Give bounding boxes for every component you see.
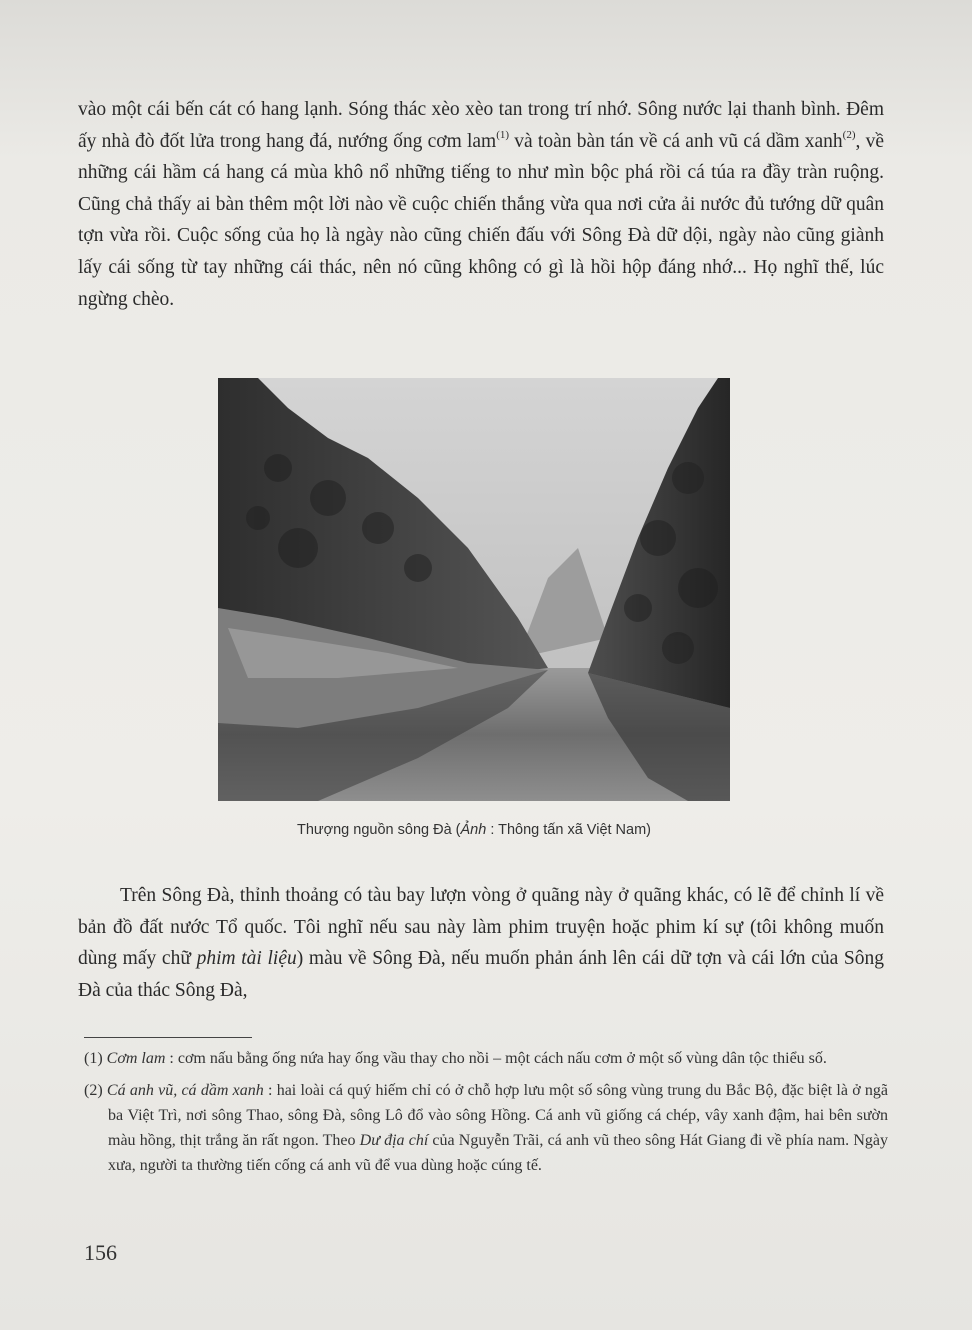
page-number: 156 [84, 1240, 117, 1265]
river-gorge-photo [218, 378, 730, 801]
photo-caption: Thượng nguồn sông Đà (Ảnh : Thông tấn xã Việt Nam) [296, 822, 652, 838]
footnote-divider [84, 1037, 252, 1038]
paragraph-2: Trên Sông Đà, thỉnh thoảng có tàu bay lượn vòng ở quãng này ở quãng khác, có lẽ để chỉnh lí về bản đồ đất nước Tổ quốc. Tôi nghĩ nếu sau này làm phim truyện hoặc phim kí sự (tôi không muốn dùng mấy chữ phim tài liệu) màu về Sông Đà, nếu muốn phản ánh lên cái dữ tợn và cái lớn của Sông Đà của thác Sông Đà, [78, 885, 885, 1001]
footnote-1: (1) Cơm lam : cơm nấu bằng ống nứa hay ống vầu thay cho nồi – một cách nấu cơm ở một số vùng dân tộc thiểu số. [84, 1050, 827, 1067]
footnote-2: (2) Cá anh vũ, cá dầm xanh : hai loài cá quý hiếm chỉ có ở chỗ hợp lưu một số sông vùng trung du Bắc Bộ, đặc biệt là ở ngã ba Việt Trì, nơi sông Thao, sông Đà, sông Lô đổ vào sông Hồng. Cá anh vũ giống cá chép, vây xanh đậm, hai bên sườn màu hồng, thịt trắng ăn rất ngon. Theo Dư địa chí của Nguyễn Trãi, cá anh vũ theo sông Hát Giang đi về phía nam. Ngày xưa, người ta thường tiến cống cá anh vũ để vua dùng hoặc cúng tế. [84, 1082, 889, 1174]
paragraph-1: vào một cái bến cát có hang lạnh. Sóng thác xèo xèo tan trong trí nhớ. Sông nước lại thanh bình. Đêm ấy nhà đò đốt lửa trong hang đá, nướng ống cơm lam$^{(1)}$ và toàn bàn tán về cá anh vũ cá dầm xanh$^{(2)}$, về những cái hầm cá hang cá mùa khô nổ những tiếng to như mìn bộc phá rồi cá túa ra đầy tràn ruộng. Cũng chả thấy ai bàn thêm một lời nào về cuộc chiến thắng vừa qua nơi cửa ải nước đủ tướng dữ quân tợn vừa rồi. Cuộc sống của họ là ngày nào cũng chiến đấu với Sông Đà dữ dội, ngày nào cũng giành lấy cái sống từ tay những cái thác, nên nó cũng không có gì là hồi hộp đáng nhớ... Họ nghĩ thế, lúc ngừng chèo. [78, 99, 884, 310]
footnotes [84, 1046, 888, 1185]
footnote-ref-2[interactable]: (2) [842, 128, 856, 141]
footnote-ref-1[interactable]: (1) [496, 128, 510, 141]
